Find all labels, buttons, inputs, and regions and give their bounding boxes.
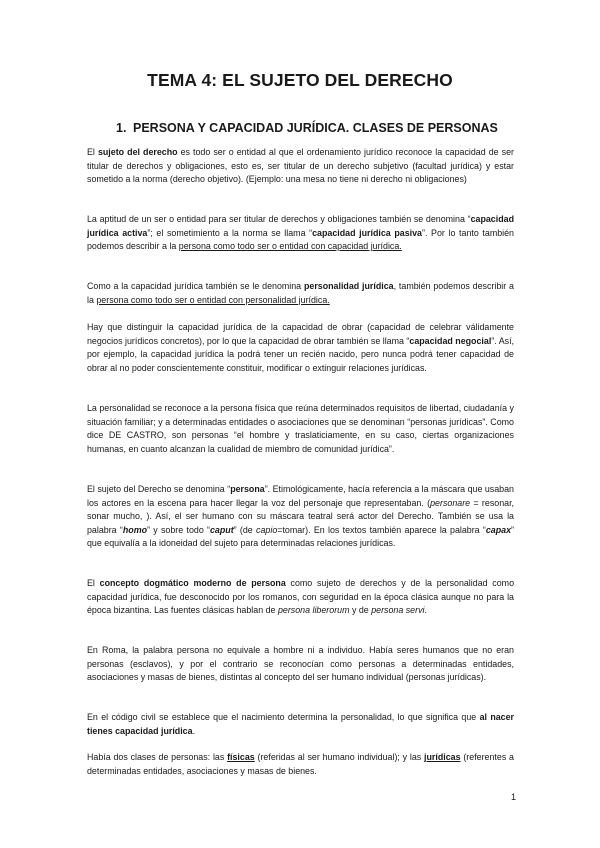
paragraph-codigo-civil: En el código civil se establece que el nacimiento determina la personalidad, lo que significa que al nacer tienes capacidad jurídica. [87,712,514,736]
page-title: TEMA 4: EL SUJETO DEL DERECHO [147,70,453,90]
paragraph-roma: En Roma, la palabra persona no equivale a hombre ni a individuo. Había seres humanos que no eran personas (esclavos), y por el contrario se reconocían como personas a determinadas entidades, asociaciones y masas de bienes, distintas al concepto del ser humano individual (personas jurídicas). [87,645,514,683]
page-number: 1 [511,792,517,802]
section-heading [116,121,498,135]
paragraph-capacidad-de-obrar: Hay que distinguir la capacidad jurídica de la capacidad de obrar (capacidad de celebrar válidamente negocios jurídicos concretos), por lo que la capacidad de obrar también se llama “capacidad negocial”. Así, por ejemplo, la capacidad jurídica la podrá tener un recién nacido, pero nunca podrá tener capacidad de obrar al no poder conscientemente constituir, modificar o extinguir relaciones jurídicas. [87,322,515,373]
section-number: 1. [116,121,127,135]
paragraph-persona-fisica: La personalidad se reconoce a la persona física que reúna determinados requisitos de libertad, ciudadanía y situación familiar; y a determinadas entidades o asociaciones que se denominan “personas jurídicas”. Como dice DE CASTRO, son personas “el hombre y traslaticiamente, en su caso, ciertas organizaciones humanas, en cuanto alcanzan la cualidad de miembro de comunidad jurídica”. [87,403,514,454]
paragraph-capacidad-juridica: La aptitud de un ser o entidad para ser titular de derechos y obligaciones también se denomina “capacidad jurídica activa”; el sometimiento a la norma se llama “capacidad jurídica pasiva”. Por lo tanto también podemos describir a la persona como todo ser o entidad con capacidad jurídica. [87,214,514,252]
paragraph-etimologia-persona: El sujeto del Derecho se denomina “persona”. Etimológicamente, hacía referencia a la máscara que usaban los actores en la escena para hacer llegar la voz del personaje que representaban. (personare = resonar, sonar mucho, ). Así, el ser humano con su máscara teatral será actor del Derecho. También se usa la palabra “homo” y sobre todo “caput” (de capio=tomar). En los textos también aparece la palabra “capax” que equivalía a la idoneidad del sujeto para determinadas relaciones jurídicas. [87,484,515,549]
paragraph-clases-de-personas: Había dos clases de personas: las físicas (referidas al ser humano individual); y las jurídicas (referentes a determinadas entidades, asociaciones y masas de bienes. [87,752,514,776]
paragraph-personalidad-juridica: Como a la capacidad jurídica también se le denomina personalidad jurídica, también podemos describir a la persona como todo ser o entidad con personalidad jurídica. [87,281,514,305]
paragraph-sujeto-del-derecho: El sujeto del derecho es todo ser o entidad al que el ordenamiento jurídico reconoce la capacidad de ser titular de derechos y obligaciones, esto es, ser titular de un derecho subjetivo (facultad jurídica) y estar sometido a la norma (derecho objetivo). (Ejemplo: una mesa no tiene ni derecho ni obligaciones) [87,147,514,185]
paragraph-concepto-dogmatico: El concepto dogmático moderno de persona como sujeto de derechos y de la personalidad como capacidad jurídica, fue desconocido por los romanos, con seguridad en la época clásica aunque no para la época bizantina. Las fuentes clásicas hablan de persona liberorum y de persona servi. [87,578,515,616]
section-title: PERSONA Y CAPACIDAD JURÍDICA. CLASES DE PERSONAS [133,121,498,135]
